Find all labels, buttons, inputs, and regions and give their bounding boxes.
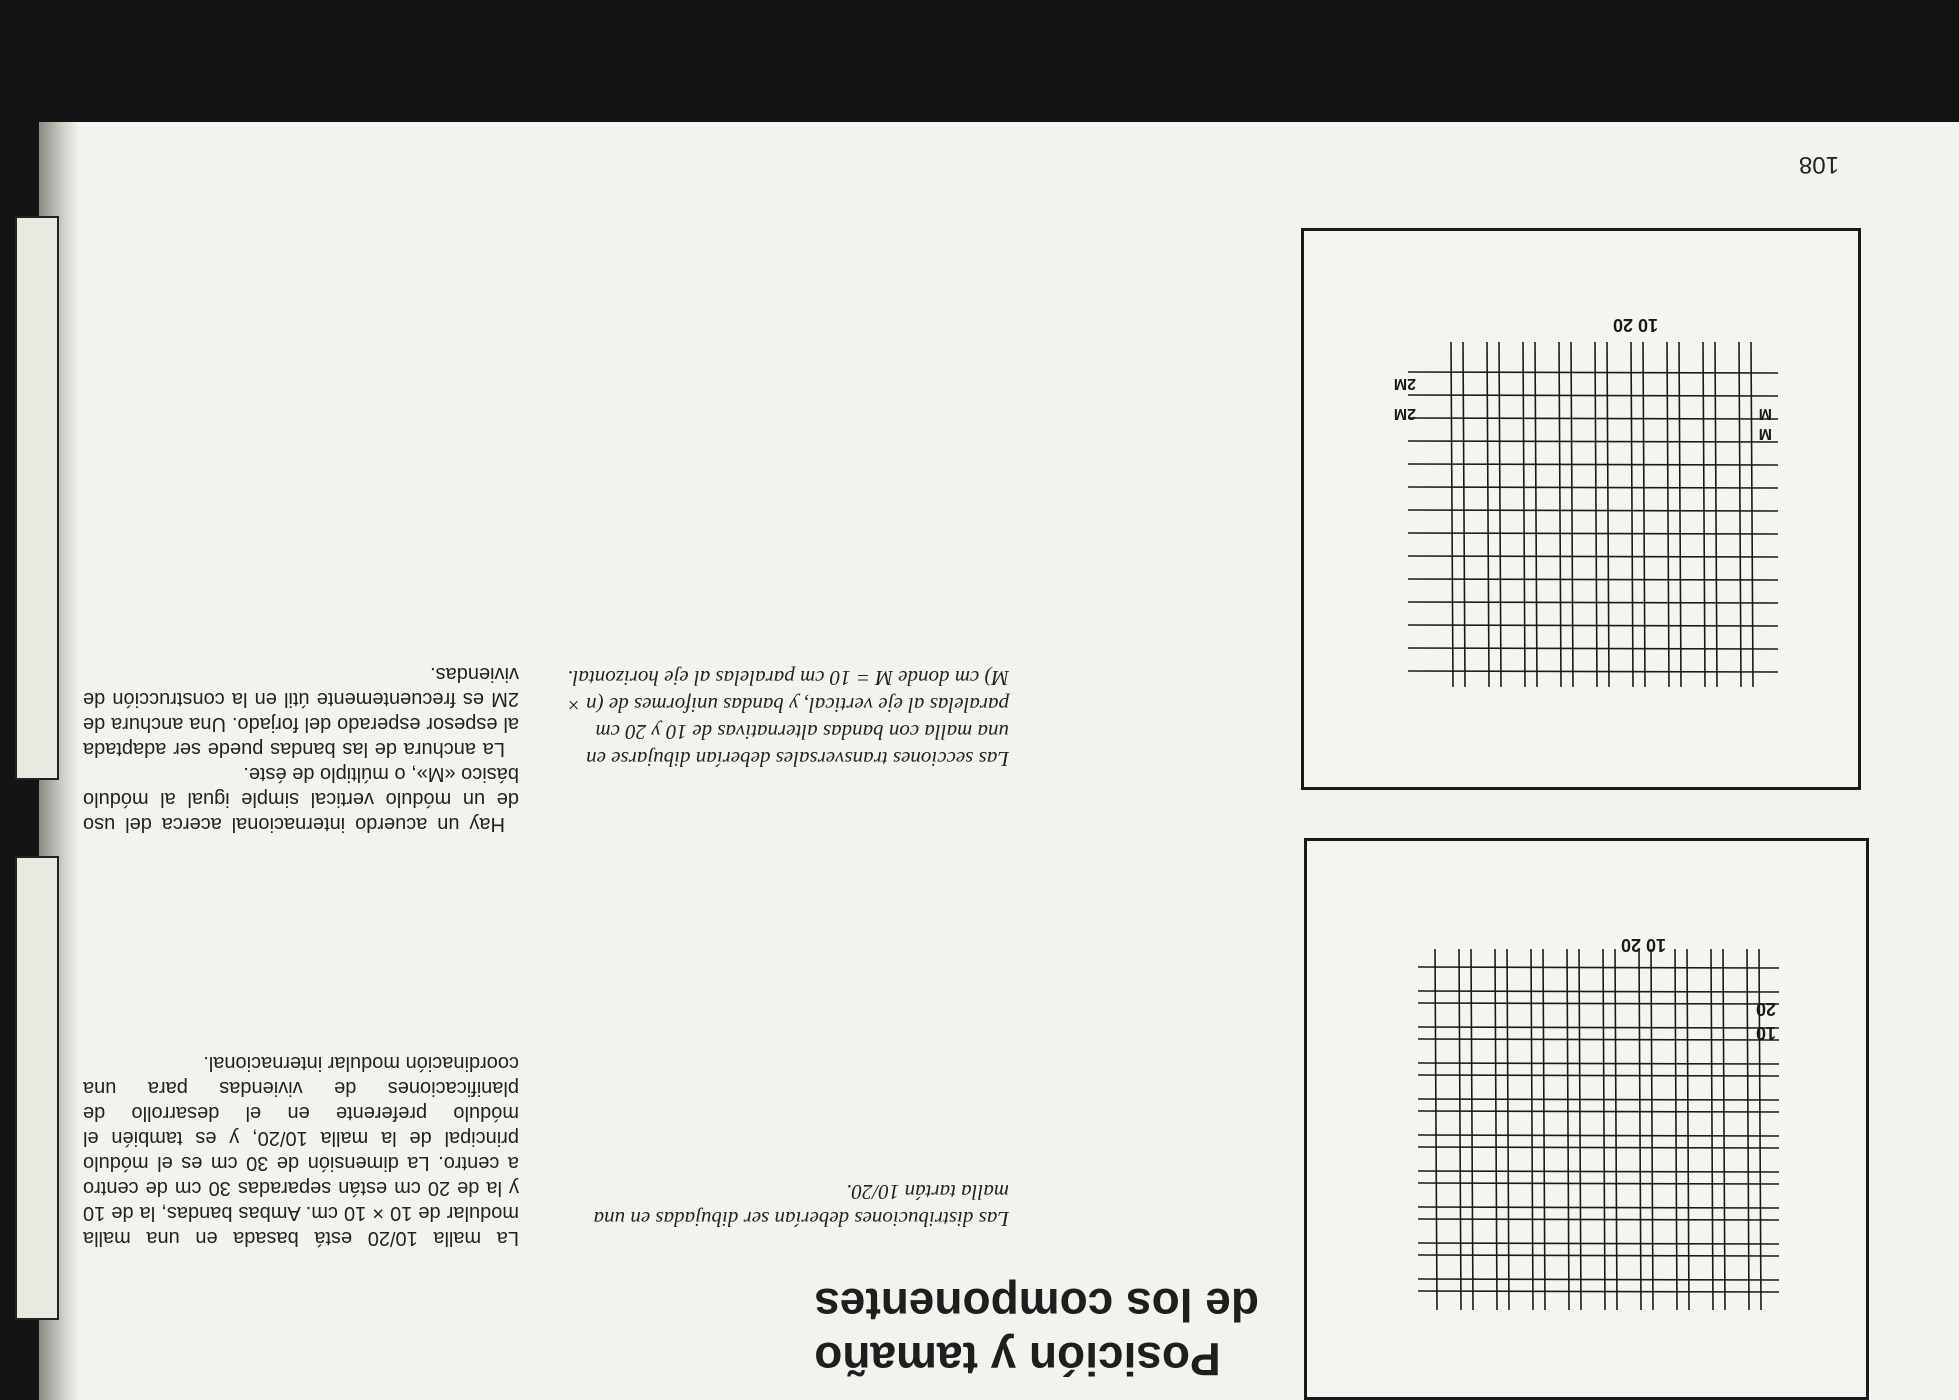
grid-line-vertical [1631, 342, 1633, 687]
grid-line-horizontal [1408, 441, 1778, 442]
grid-line-horizontal [1408, 602, 1778, 603]
grid-line-vertical [1667, 342, 1669, 687]
grid-line-horizontal [1418, 1027, 1779, 1028]
grid-line-horizontal [1418, 1183, 1779, 1184]
grid-line-horizontal [1408, 671, 1778, 672]
grid-line-horizontal [1408, 533, 1778, 534]
grid-line-horizontal [1418, 1171, 1779, 1172]
tartan-grid-figure [1304, 838, 1869, 1400]
body-paragraph: La anchura de las bandas puede ser adaptada al espesor esperado del forjado. Una anchura de 2M es frecuentemente útil en la construcción de viviendas. [83, 663, 519, 760]
grid-line-vertical [1751, 342, 1753, 687]
grid-line-vertical [1595, 342, 1597, 687]
grid-line-horizontal [1418, 1039, 1779, 1040]
grid-line-vertical [1643, 342, 1645, 687]
title-line-2: de los componentes [814, 1279, 1259, 1331]
grid-line-horizontal [1418, 1243, 1779, 1244]
grid-line-vertical [1499, 342, 1501, 687]
grid-line-horizontal [1418, 1099, 1779, 1100]
grid-line-vertical [1703, 342, 1705, 687]
grid-line-horizontal [1418, 1003, 1779, 1004]
section-grid-figure [1301, 228, 1861, 790]
section-grid-lines [1408, 342, 1778, 687]
grid-line-vertical [1463, 342, 1465, 687]
grid-line-horizontal [1418, 1255, 1779, 1256]
grid-label-side: 20 [1755, 999, 1776, 1019]
grid-label-top: 10 20 [1612, 315, 1658, 335]
grid-line-horizontal [1418, 1219, 1779, 1220]
tartan-grid-drawing [1307, 841, 1866, 1397]
grid-line-horizontal [1408, 579, 1778, 580]
caption-section-grid: Las secciones transversales deberían dibujarse en una malla con bandas alternativas de 10 y 20 cm paralelas al eje vertical, y bandas uniformes de (n × M) cm donde M = 10 cm paralelas al eje horizontal. [566, 666, 1009, 771]
body-paragraph: Hay un acuerdo internacional acerca del uso de un módulo vertical simple igual al módulo básico «M», o múltiplo de éste. [83, 763, 519, 835]
section-grid-drawing [1304, 231, 1858, 787]
grid-line-horizontal [1418, 1279, 1779, 1280]
grid-line-horizontal [1408, 395, 1778, 396]
grid-line-horizontal [1408, 464, 1778, 465]
grid-line-horizontal [1408, 625, 1778, 626]
grid-line-vertical [1571, 342, 1573, 687]
facing-page-edge [15, 856, 59, 1320]
grid-label-side: 2M [1393, 405, 1416, 422]
grid-label-side: M [1758, 405, 1772, 422]
page-number: 108 [1798, 151, 1839, 178]
facing-page-edge [15, 216, 59, 780]
grid-line-horizontal [1418, 1135, 1779, 1136]
grid-line-vertical [1679, 342, 1681, 687]
grid-line-horizontal [1408, 372, 1778, 373]
grid-line-horizontal [1418, 1111, 1779, 1112]
grid-line-horizontal [1418, 967, 1779, 968]
body-text-column [83, 661, 519, 1250]
grid-label-side: 2M [1393, 375, 1416, 392]
grid-line-horizontal [1418, 1063, 1779, 1064]
body-paragraph: La malla 10/20 está basada en una malla modular de 10 × 10 cm. Ambas bandas, la de 10 y la de 20 cm están separadas 30 cm de centro a centro. La dimensión de 30 cm es el módulo principal de la malla 10/20, y es también el módulo preferente en el desarrollo de planificaciones de viviendas para una coordinación modular internacional. [83, 1052, 519, 1249]
grid-label-top: 10 20 [1620, 935, 1666, 955]
grid-label-side: M [1758, 425, 1772, 442]
grid-line-vertical [1559, 342, 1561, 687]
grid-line-vertical [1523, 342, 1525, 687]
grid-line-vertical [1607, 342, 1609, 687]
grid-line-horizontal [1408, 487, 1778, 488]
grid-line-vertical [1451, 342, 1453, 687]
caption-tartan-grid: Las distribuciones deberían ser dibujadas en una malla tartán 10/20. [593, 1180, 1009, 1231]
grid-line-horizontal [1418, 1075, 1779, 1076]
grid-line-horizontal [1418, 991, 1779, 992]
tartan-grid-lines [1418, 949, 1779, 1310]
grid-line-vertical [1535, 342, 1537, 687]
grid-line-vertical [1715, 342, 1717, 687]
page-title [814, 1278, 1259, 1386]
grid-line-horizontal [1408, 556, 1778, 557]
grid-label-side: 10 [1755, 1023, 1776, 1043]
grid-line-horizontal [1418, 1147, 1779, 1148]
grid-line-horizontal [1408, 510, 1778, 511]
grid-line-vertical [1487, 342, 1489, 687]
grid-line-horizontal [1418, 1207, 1779, 1208]
grid-line-horizontal [1408, 418, 1778, 419]
grid-line-horizontal [1418, 1291, 1779, 1292]
title-line-1: Posición y tamaño [814, 1333, 1221, 1385]
grid-line-horizontal [1408, 648, 1778, 649]
grid-line-vertical [1739, 342, 1741, 687]
